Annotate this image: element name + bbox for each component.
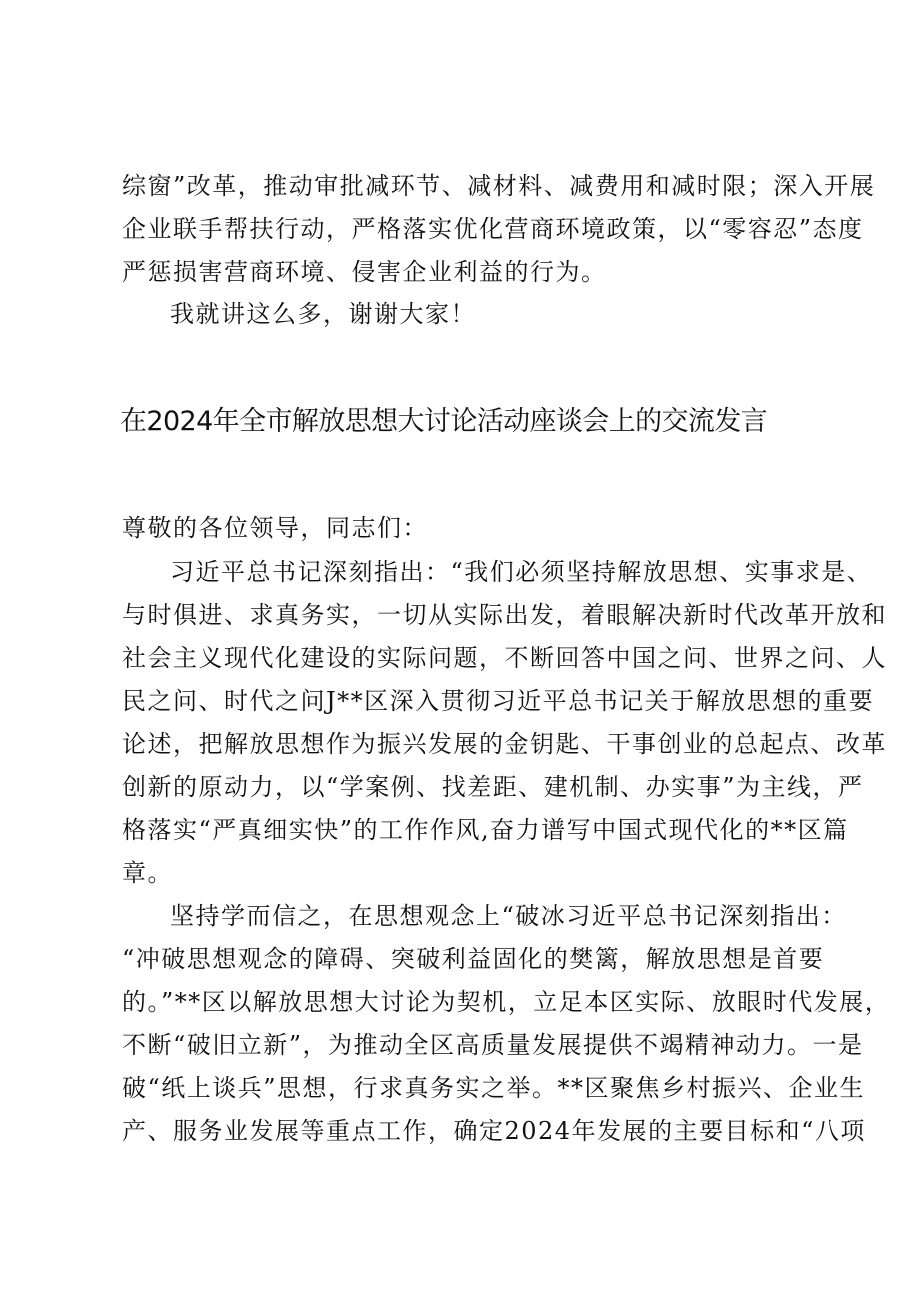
paragraph-line: 民之问、时代之问J**区深入贯彻习近平总书记关于解放思想的重要: [122, 687, 875, 715]
document-title: 在2024年全市解放思想大讨论活动座谈会上的交流发言: [120, 406, 768, 437]
paragraph-line: “冲破思想观念的障碍、突破利益固化的樊篱，解放思想是首要: [122, 945, 825, 973]
paragraph-line: 破“纸上谈兵”思想，行求真务实之举。**区聚焦乡村振兴、企业生: [122, 1074, 866, 1102]
salutation: 尊敬的各位领导，同志们：: [122, 514, 428, 542]
paragraph-line: 企业联手帮扶行动，严格落实优化营商环境政策，以“零容忍”态度: [122, 215, 864, 243]
paragraph-line: 综窗”改革，推动审批减环节、减材料、减费用和减时限；深入开展: [122, 172, 876, 200]
closing-line: 我就讲这么多，谢谢大家！: [170, 300, 476, 328]
paragraph-line: 创新的原动力，以“学案例、找差距、建机制、办实事”为主线，严: [122, 773, 864, 801]
paragraph-line: 不断“破旧立新”，为推动全区高质量发展提供不竭精神动力。一是: [122, 1031, 864, 1059]
paragraph-line: 论述，把解放思想作为振兴发展的金钥匙、干事创业的总起点、改革: [122, 730, 887, 758]
paragraph-line: 与时俱进、求真务实，一切从实际出发，着眼解决新时代改革开放和: [122, 601, 887, 629]
paragraph-line: 习近平总书记深刻指出：“我们必须坚持解放思想、实事求是、: [170, 558, 873, 586]
paragraph-line: 章。: [122, 859, 173, 887]
paragraph-line: 严惩损害营商环境、侵害企业利益的行为。: [122, 258, 607, 286]
paragraph-line: 产、服务业发展等重点工作，确定2024年发展的主要目标和“八项: [122, 1117, 866, 1145]
paragraph-line: 的。”**区以解放思想大讨论为契机，立足本区实际、放眼时代发展，: [122, 988, 891, 1016]
paragraph-line: 格落实“严真细实快”的工作作风,奋力谱写中国式现代化的**区篇: [122, 816, 849, 844]
paragraph-line: 坚持学而信之，在思想观念上“破冰习近平总书记深刻指出：: [170, 902, 847, 930]
paragraph-line: 社会主义现代化建设的实际问题，不断回答中国之问、世界之问、人: [122, 644, 887, 672]
